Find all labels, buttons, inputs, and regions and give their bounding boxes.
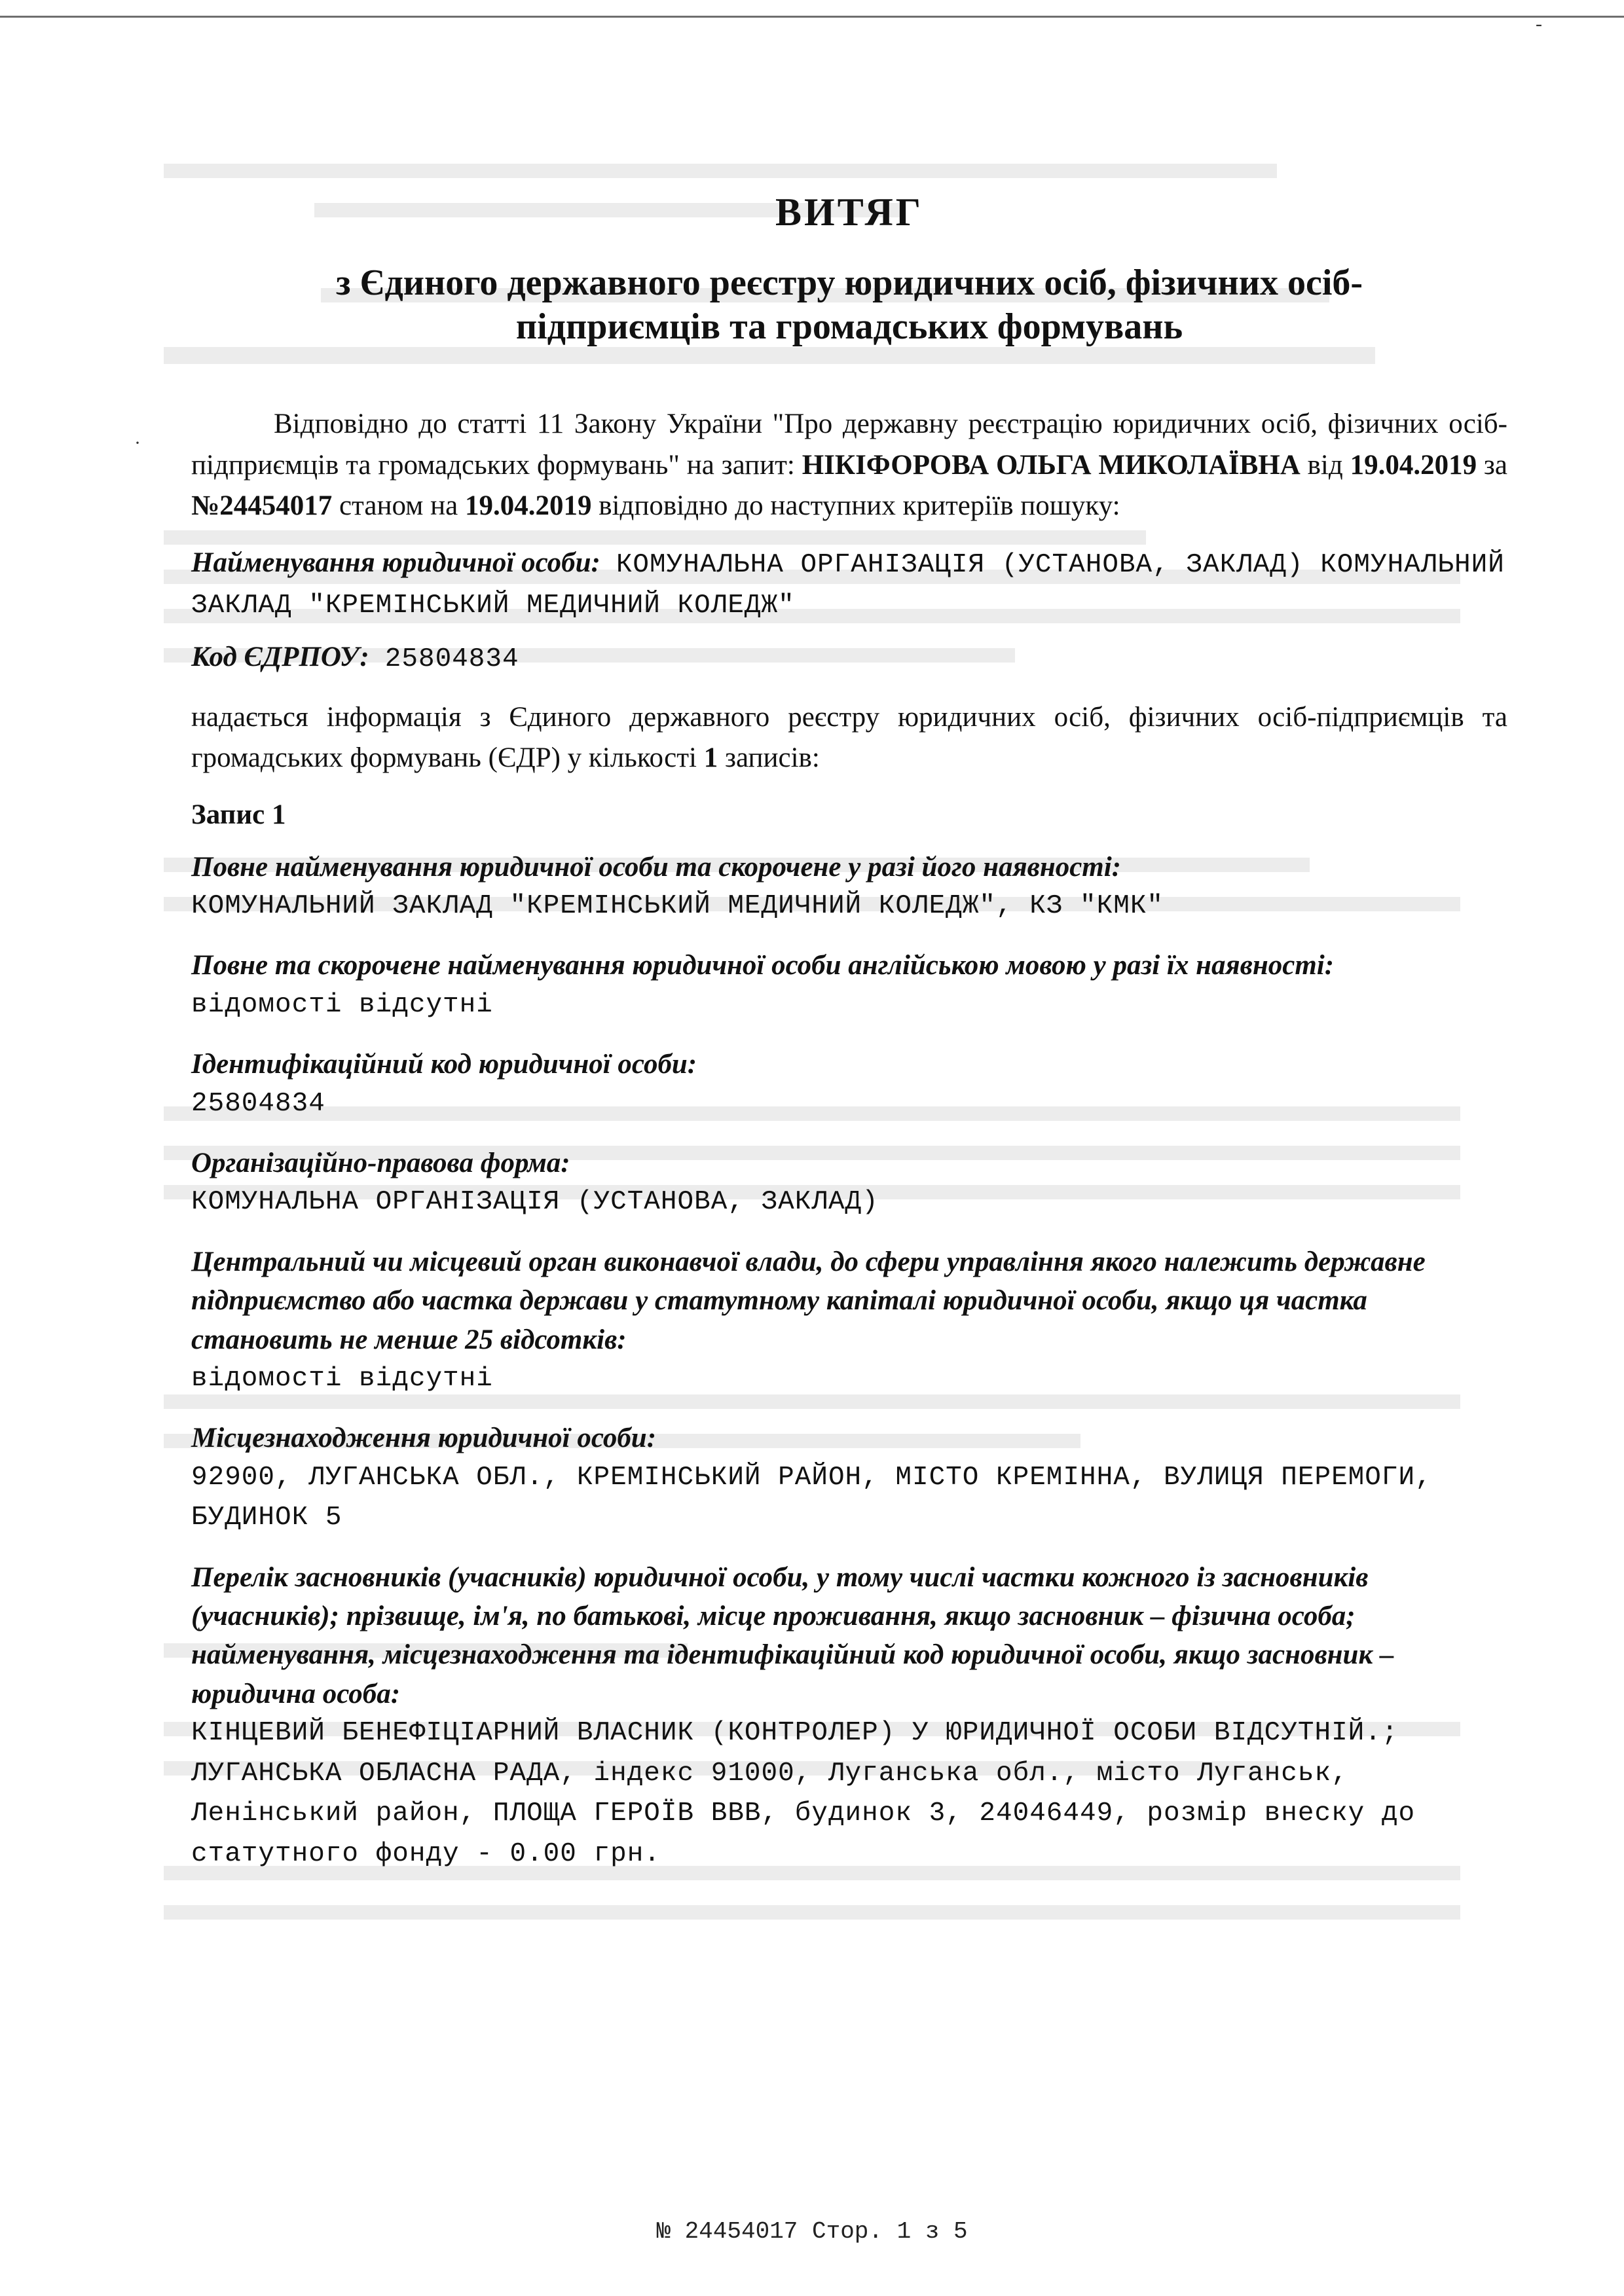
field-label: Місцезнаходження юридичної особи:: [191, 1423, 657, 1454]
field-label: Організаційно-правова форма:: [191, 1148, 570, 1179]
scan-speck: ·: [134, 432, 141, 454]
provided-text-after: записів:: [718, 742, 820, 774]
field-english-name: [191, 946, 1507, 1025]
field-label: Повне найменування юридичної особи та скорочене у разі його наявності:: [191, 851, 1121, 883]
intro-word-number: за: [1477, 449, 1507, 481]
document-title: ВИТЯГ: [775, 191, 923, 234]
field-value: 92900, ЛУГАНСЬКА ОБЛ., КРЕМІНСЬКИЙ РАЙОН, МІСТО КРЕМІННА, ВУЛИЦЯ ПЕРЕМОГИ, БУДИНОК 5: [191, 1462, 1432, 1533]
scan-speck: -: [1536, 13, 1542, 35]
intro-word-as-of: станом на: [332, 490, 465, 522]
field-value: відомості відсутні: [191, 989, 493, 1020]
provided-text: надається інформація з Єдиного державного реєстру юридичних осіб, фізичних осіб-підприємців та громадських формувань (ЄДР) у кількості: [191, 701, 1507, 774]
records-count: 1: [703, 742, 718, 774]
page-footer: № 24454017 Стор. 1 з 5: [656, 2218, 968, 2245]
as-of-date: 19.04.2019: [464, 490, 592, 522]
field-value: 25804834: [191, 1088, 325, 1119]
criterion-name-value: КОМУНАЛЬНА ОРГАНІЗАЦІЯ (УСТАНОВА, ЗАКЛАД) КОМУНАЛЬНИЙ ЗАКЛАД "КРЕМІНСЬКИЙ МЕДИЧНИЙ КОЛЕДЖ": [191, 550, 1505, 621]
field-value: КОМУНАЛЬНИЙ ЗАКЛАД "КРЕМІНСЬКИЙ МЕДИЧНИЙ КОЛЕДЖ", КЗ "КМК": [191, 890, 1164, 921]
criterion-code-label: Код ЄДРПОУ:: [191, 642, 369, 673]
field-legal-form: [191, 1144, 1507, 1223]
record-title: Запис 1: [191, 799, 286, 830]
document-subtitle: з Єдиного державного реєстру юридичних осіб, фізичних осіб-підприємців та громадських формувань: [335, 263, 1363, 348]
field-label: Ідентифікаційний код юридичної особи:: [191, 1049, 697, 1080]
extract-page: [191, 177, 1507, 1894]
field-location: [191, 1419, 1507, 1538]
field-label: Повне та скорочене найменування юридичної особи англійською мовою у разі їх наявності:: [191, 950, 1335, 981]
requester-name: НІКІФОРОВА ОЛЬГА МИКОЛАЇВНА: [802, 449, 1301, 481]
field-value: КІНЦЕВИЙ БЕНЕФІЦІАРНИЙ ВЛАСНИК (КОНТРОЛЕР) У ЮРИДИЧНОЇ ОСОБИ ВІДСУТНІЙ.; ЛУГАНСЬКА ОБЛАСНА РАДА, індекс 91000, Луганська обл., місто Луганськ, Ленінський район, ПЛОЩА ГЕРОЇВ ВВВ, будинок 3, 24046449, розмір внеску до статутного фонду - 0.00 грн.: [191, 1718, 1416, 1869]
intro-word-from: від: [1300, 449, 1350, 481]
field-full-name: [191, 848, 1507, 927]
request-date: 19.04.2019: [1350, 449, 1477, 481]
field-label: Перелік засновників (учасників) юридичної особи, у тому числі частки кожного із засновників (учасників); прізвище, ім'я, по батькові, місце проживання, якщо засновник – фізична особа; найменування, місцезнаходження та ідентифікаційний код юридичної особи, якщо засновник – юридична особа:: [191, 1561, 1394, 1709]
field-founders: [191, 1558, 1507, 1874]
criterion-code: [191, 638, 1507, 680]
intro-paragraph: [191, 404, 1507, 526]
criterion-code-value: 25804834: [384, 644, 519, 675]
criterion-name: [191, 543, 1507, 626]
criterion-name-label: Найменування юридичної особи:: [191, 547, 600, 579]
field-identification-code: [191, 1045, 1507, 1124]
intro-text: Відповідно до статті 11 Закону України "Про державну реєстрацію юридичних осіб, фізичних осіб-підприємців та громадських формувань" на запит:: [191, 409, 1507, 481]
request-number: №24454017: [191, 490, 333, 522]
field-value: відомості відсутні: [191, 1363, 493, 1394]
provided-paragraph: [191, 697, 1507, 779]
field-label: Центральний чи місцевий орган виконавчої влади, до сфери управління якого належить державне підприємство або частка держави у статутному капіталі юридичної особи, якщо ця частка становить не менше 25 відсотків:: [191, 1246, 1426, 1355]
field-governing-authority: [191, 1243, 1507, 1399]
scan-top-edge: [0, 16, 1624, 18]
field-value: КОМУНАЛЬНА ОРГАНІЗАЦІЯ (УСТАНОВА, ЗАКЛАД): [191, 1187, 879, 1218]
intro-text-after: відповідно до наступних критеріїв пошуку:: [591, 490, 1120, 522]
